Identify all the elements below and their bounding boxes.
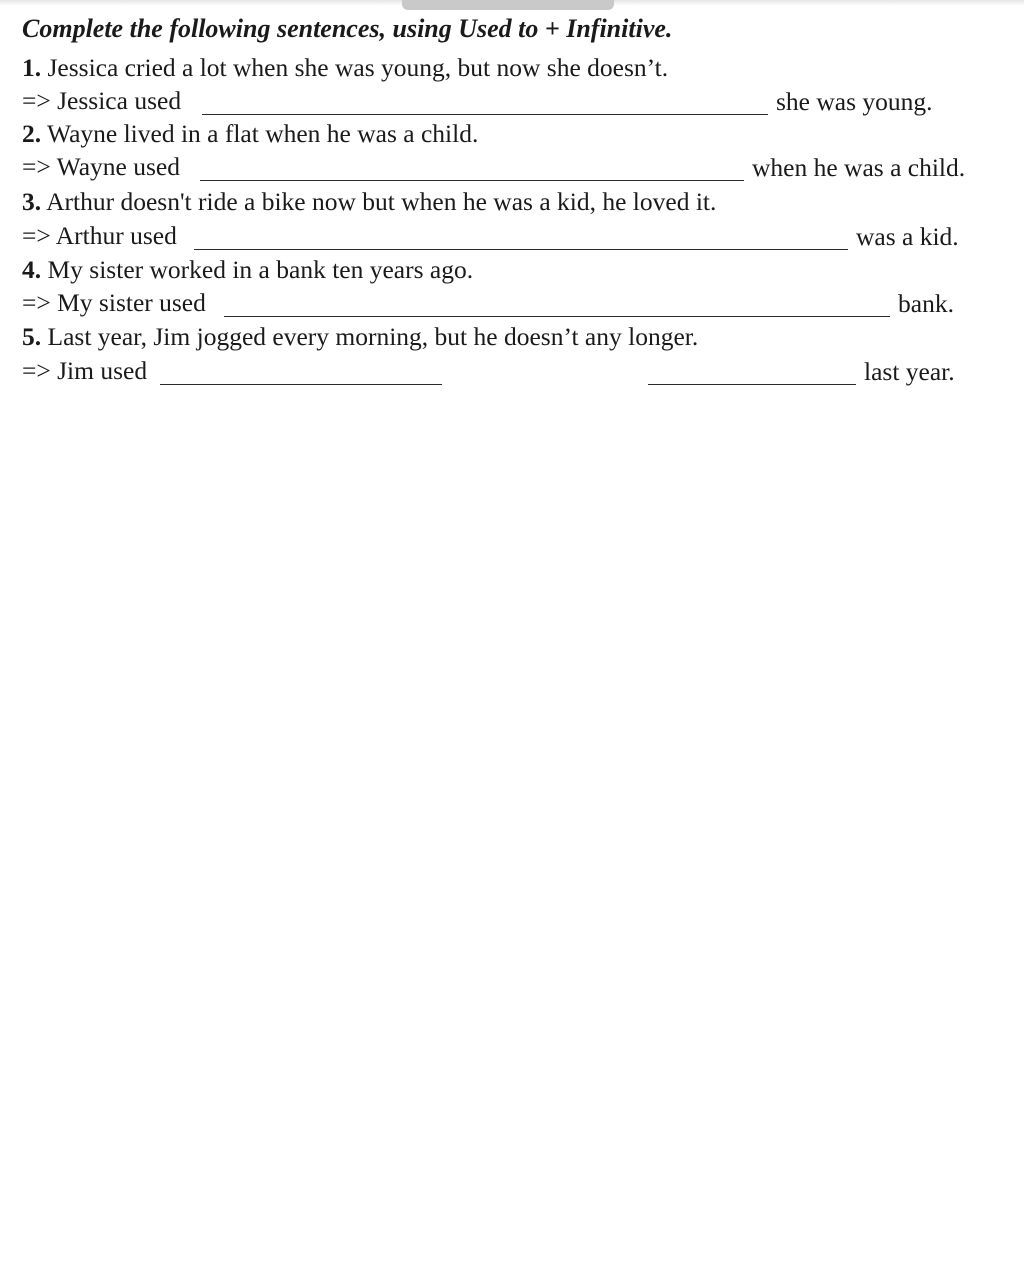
question-5 xyxy=(22,321,698,353)
question-4 xyxy=(22,254,473,286)
answer-prompt-4: => My sister used xyxy=(22,288,206,317)
answer-blank-1[interactable] xyxy=(202,114,768,115)
question-number: 1. xyxy=(22,53,42,82)
question-number: 4. xyxy=(22,255,42,284)
answer-prompt-2: => Wayne used xyxy=(22,152,180,181)
question-sentence: Jessica cried a lot when she was young, but now she doesn’t. xyxy=(47,53,669,82)
answer-blank-4[interactable] xyxy=(224,316,890,317)
answer-ending-3: was a kid. xyxy=(856,222,959,251)
question-sentence: Wayne lived in a flat when he was a child. xyxy=(47,119,479,148)
answer-blank-5a[interactable] xyxy=(160,384,442,385)
question-sentence: Last year, Jim jogged every morning, but he doesn’t any longer. xyxy=(47,322,699,351)
answer-prompt-5: => Jim used xyxy=(22,356,148,385)
pull-handle xyxy=(402,0,614,10)
question-sentence: My sister worked in a bank ten years ago. xyxy=(47,255,474,284)
question-1 xyxy=(22,52,668,84)
answer-ending-4: bank. xyxy=(898,289,954,318)
answer-prompt-1: => Jessica used xyxy=(22,86,182,115)
answer-prompt-3: => Arthur used xyxy=(22,221,177,250)
exercise-title: Complete the following sentences, using Used to + Infinitive. xyxy=(22,14,673,43)
question-sentence: Arthur doesn't ride a bike now but when he was a kid, he loved it. xyxy=(46,187,717,216)
question-number: 5. xyxy=(22,322,42,351)
answer-ending-2: when he was a child. xyxy=(752,153,966,182)
answer-ending-1: she was young. xyxy=(776,87,933,116)
answer-ending-5: last year. xyxy=(864,357,955,386)
answer-blank-2[interactable] xyxy=(200,180,744,181)
answer-blank-5b[interactable] xyxy=(648,384,856,385)
question-3 xyxy=(22,186,716,218)
question-2 xyxy=(22,118,478,150)
question-number: 3. xyxy=(22,187,42,216)
answer-blank-3[interactable] xyxy=(194,249,848,250)
question-number: 2. xyxy=(22,119,42,148)
